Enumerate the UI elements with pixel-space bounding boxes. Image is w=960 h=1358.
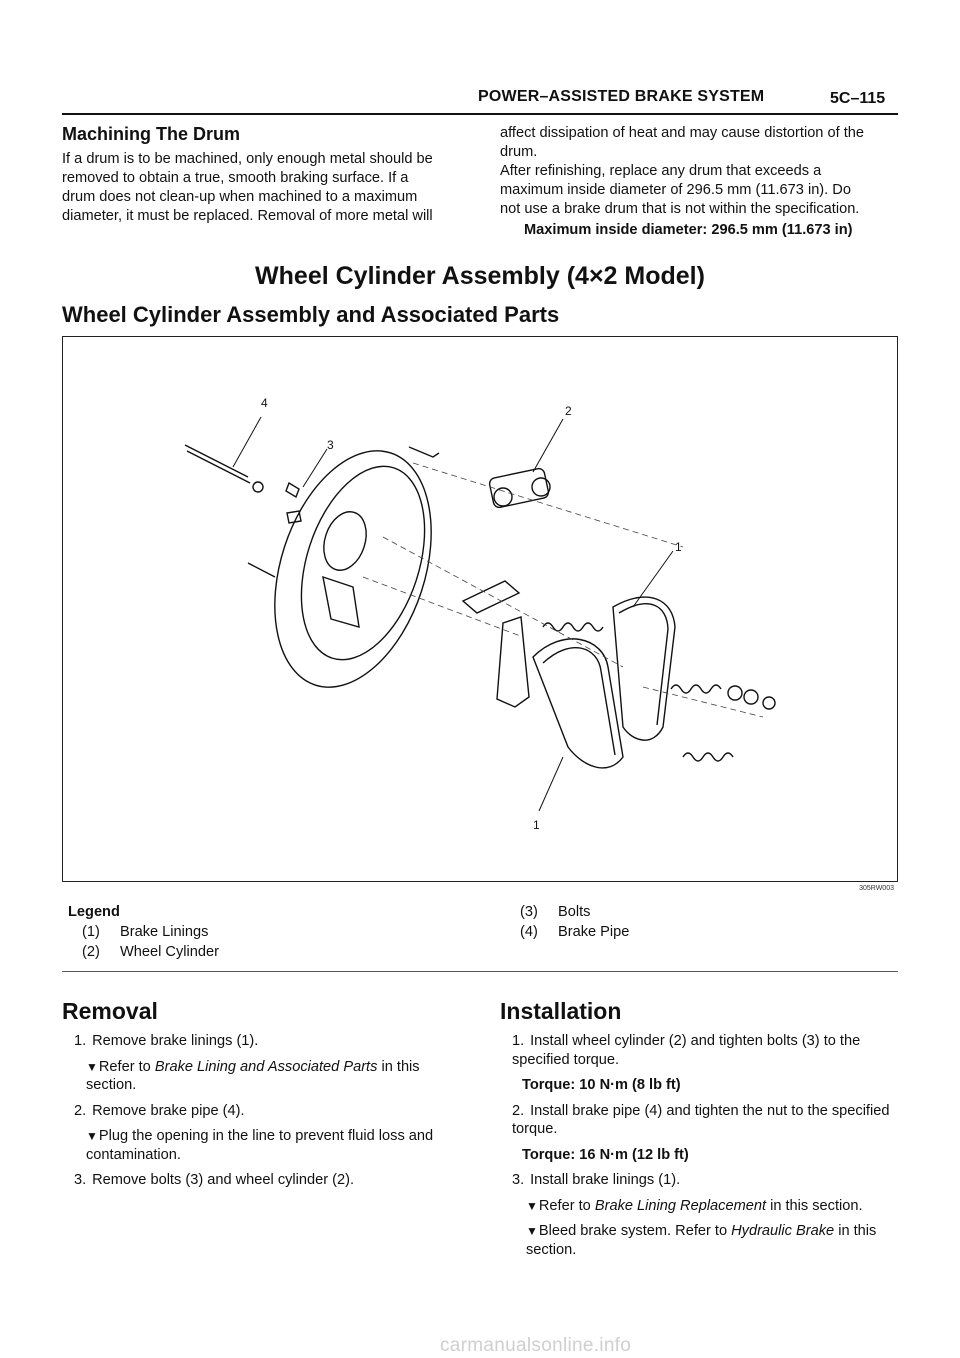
removal-note: [74, 1058, 464, 1095]
legend-item: [520, 902, 880, 922]
note-reference: Brake Lining and Associated Parts: [154, 1058, 378, 1075]
machining-heading: Machining The Drum: [62, 124, 241, 144]
note-post: in this section.: [526, 1223, 877, 1258]
middle-spring: [671, 685, 721, 693]
note-triangle-icon: ▼: [526, 1224, 538, 1238]
parking-brake-lever: [497, 617, 529, 707]
machining-right-line: drum.: [500, 144, 538, 160]
installation-step: [512, 1102, 900, 1139]
installation-note: [512, 1197, 900, 1216]
backing-plate-hub: [317, 506, 374, 575]
brake-pipe-nut: [253, 482, 263, 492]
running-header-title: POWER–ASSISTED BRAKE SYSTEM: [478, 88, 765, 105]
legend-item: [68, 922, 488, 942]
note-triangle-icon: ▼: [86, 1129, 98, 1143]
brake-pipe-line: [185, 445, 248, 477]
machining-left-line: If a drum is to be machined, only enough metal should be: [62, 151, 433, 167]
step-text: Install brake linings (1).: [530, 1172, 681, 1188]
alignment-line-3: [363, 577, 523, 637]
figure-title: Wheel Cylinder Assembly and Associated Parts: [62, 302, 560, 327]
note-reference: Brake Lining Replacement: [594, 1197, 767, 1214]
callout-2: 2: [565, 404, 572, 418]
alignment-line-1: [413, 463, 683, 547]
callout-3: 3: [327, 438, 334, 452]
step-text: Install wheel cylinder (2) and tighten bolts (3) to the specified torque.: [512, 1033, 861, 1068]
installation-heading: Installation: [500, 998, 622, 1024]
removal-heading: Removal: [62, 998, 158, 1024]
bolt-top: [286, 483, 299, 497]
removal-step: [74, 1102, 464, 1121]
step-number: 2.: [74, 1102, 87, 1119]
legend-label: Brake Pipe: [558, 924, 630, 940]
legend-item: [68, 942, 488, 962]
machining-left-text: [62, 150, 460, 226]
backing-plate-rib: [323, 577, 359, 627]
installation-steps: [512, 1032, 900, 1266]
lower-spring: [683, 753, 733, 761]
installation-note: [512, 1222, 900, 1259]
legend-key: (2): [82, 944, 100, 960]
alignment-line-2: [383, 537, 623, 667]
step-number: 3.: [512, 1172, 525, 1188]
machining-left-line: removed to obtain a true, smooth braking surface. If a: [62, 170, 409, 186]
step-number: 1.: [512, 1033, 525, 1049]
legend-item: [520, 922, 880, 942]
legend-right: [520, 902, 880, 942]
removal-steps: [74, 1032, 464, 1197]
legend-label: Bolts: [558, 904, 591, 920]
header-rule: [62, 113, 898, 115]
note-post: in this section.: [766, 1197, 863, 1214]
installation-step: [512, 1171, 900, 1190]
machining-right-line: maximum inside diameter of 296.5 mm (11.673 in). Do: [500, 182, 851, 198]
bleeder-screw: [248, 563, 275, 577]
note-triangle-icon: ▼: [86, 1059, 98, 1074]
step-text: Remove bolts (3) and wheel cylinder (2).: [92, 1172, 355, 1188]
leader-2: [533, 419, 563, 472]
right-brake-lining: [619, 604, 668, 725]
upper-spring: [543, 623, 603, 631]
hold-down-cup-1: [728, 686, 742, 700]
removal-note: [74, 1127, 464, 1164]
page-number: 5C–115: [830, 90, 886, 107]
step-text: Install brake pipe (4) and tighten the nut to the specified torque.: [512, 1102, 890, 1137]
machining-right-line: not use a brake drum that is not within the specification.: [500, 201, 860, 217]
step-number: 3.: [74, 1172, 87, 1188]
section-title: Wheel Cylinder Assembly (4×2 Model): [255, 262, 705, 290]
leader-1-bottom: [539, 757, 563, 811]
backing-plate-outer: [247, 431, 459, 708]
note-post: in this section.: [86, 1058, 420, 1093]
removal-step: [74, 1171, 464, 1190]
machining-left-line: drum does not clean-up when machined to a maximum: [62, 189, 418, 205]
note-pre: Refer to: [538, 1197, 595, 1214]
figure-code: 305RW003: [859, 885, 894, 892]
legend-title: Legend: [68, 904, 120, 920]
step-text: Remove brake pipe (4).: [92, 1102, 245, 1119]
legend-key: (1): [82, 924, 100, 940]
machining-left-line: diameter, it must be replaced. Removal of more metal will: [62, 208, 433, 224]
note-pre: Refer to: [98, 1058, 155, 1075]
torque-spec: Torque: 16 N·m (12 lb ft): [522, 1146, 689, 1163]
machining-right-line: After refinishing, replace any drum that exceeds a: [500, 163, 822, 179]
torque-spec: Torque: 10 N·m (8 lb ft): [522, 1077, 681, 1093]
anchor-pin: [409, 447, 439, 457]
note-pre: Bleed brake system. Refer to: [538, 1223, 732, 1239]
note-reference: Hydraulic Brake: [731, 1223, 835, 1239]
hold-down-spring: [763, 697, 775, 709]
left-brake-lining: [543, 648, 615, 755]
legend-key: (4): [520, 924, 538, 940]
step-text: Remove brake linings (1).: [92, 1033, 259, 1049]
leader-3: [303, 449, 327, 487]
legend-label: Brake Linings: [120, 924, 209, 940]
hold-down-cup-2: [744, 690, 758, 704]
step-number: 2.: [512, 1102, 525, 1119]
installation-step: [512, 1032, 900, 1069]
note-pre: Plug the opening in the line to prevent fluid loss and contamination.: [86, 1128, 434, 1163]
watermark: carmanualsonline.info: [440, 1335, 632, 1356]
callout-4: 4: [261, 396, 268, 410]
exploded-diagram-svg: [63, 337, 899, 883]
callout-1-bottom: 1: [533, 818, 540, 832]
machining-right-text: [500, 124, 898, 219]
adjuster-assembly: [463, 581, 519, 613]
step-number: 1.: [74, 1033, 87, 1049]
machining-right-line: affect dissipation of heat and may cause distortion of the: [500, 125, 864, 141]
section-divider: [62, 971, 898, 972]
legend-key: (3): [520, 904, 538, 920]
max-diameter-spec: Maximum inside diameter: 296.5 mm (11.673 in): [524, 222, 853, 238]
legend-left: [68, 902, 488, 962]
brake-pipe-line-2: [187, 451, 250, 483]
left-brake-shoe: [533, 639, 623, 768]
note-triangle-icon: ▼: [526, 1198, 538, 1213]
legend-label: Wheel Cylinder: [120, 944, 219, 960]
callout-1-top: 1: [675, 540, 682, 554]
leader-4: [233, 417, 261, 467]
exploded-diagram: [62, 336, 898, 882]
removal-step: [74, 1032, 464, 1051]
